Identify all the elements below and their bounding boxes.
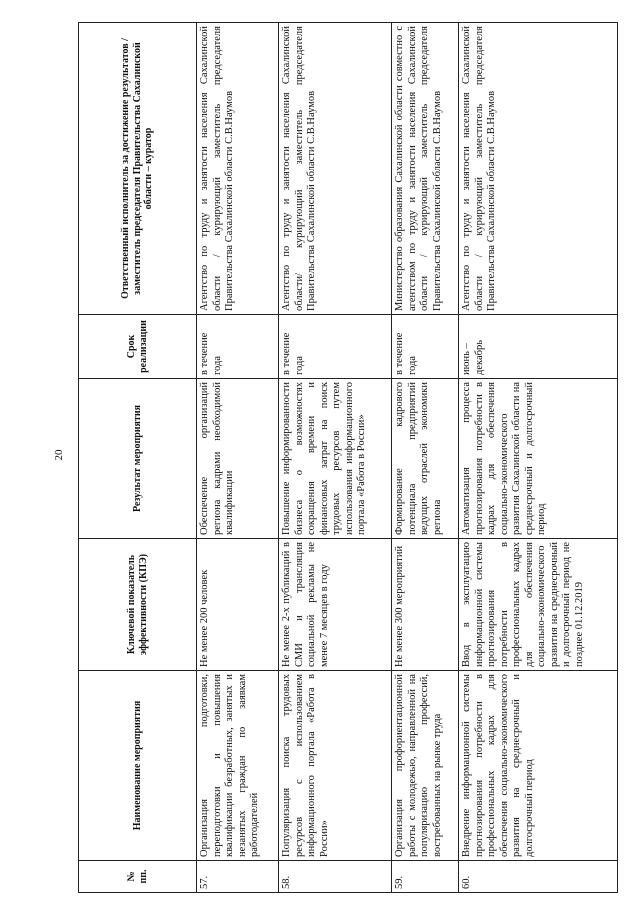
cell-name: Организация подготовки, переподготовки и повышения квалификации безработных, занятых и незанятых граждан по заявкам работодателей: [197, 671, 279, 861]
header-num: № пп.: [79, 861, 197, 893]
page-number: 20: [53, 449, 65, 461]
cell-num: 57.: [197, 861, 279, 893]
cell-responsible: Министерство образования Сахалинской области совместно с агентством по труду и занятости населения Сахалинской области / курирующий заместитель председателя Правительства Сахалинской области С.В.Наумов: [392, 23, 459, 315]
cell-result: Обеспечение организаций региона кадрами необходимой квалификации: [197, 379, 279, 539]
cell-result: Повышение информированности бизнеса о возможностях сокращения времени и финансовых затрат на поиск трудовых ресурсов путем использования информационного портала «Работа в России»: [279, 379, 392, 539]
measures-table: [78, 22, 618, 893]
header-result: Результат мероприятия: [79, 379, 197, 539]
table-row: [279, 23, 392, 893]
cell-term: июнь – декабрь: [459, 315, 618, 379]
header-term: Срок реализации: [79, 315, 197, 379]
cell-term: в течение года: [279, 315, 392, 379]
cell-num: 59.: [392, 861, 459, 893]
cell-num: 60.: [459, 861, 618, 893]
rotated-table-wrapper: [78, 23, 618, 893]
table-header-row: [79, 23, 197, 893]
cell-term: в течение года: [392, 315, 459, 379]
cell-num: 58.: [279, 861, 392, 893]
cell-kpi: Не менее 200 человек: [197, 539, 279, 671]
cell-responsible: Агентство по труду и занятости населения Сахалинской области / курирующий заместитель председателя Правительства Сахалинской области С.В.Наумов: [197, 23, 279, 315]
table-row: [459, 23, 618, 893]
header-kpi: Ключевой показатель эффективности (КПЭ): [79, 539, 197, 671]
header-name: Наименование мероприятия: [79, 671, 197, 861]
cell-kpi: Не менее 2-х публикаций в СМИ и трансляция социальной рекламы не менее 7 месяцев в году: [279, 539, 392, 671]
cell-responsible: Агентство по труду и занятости населения Сахалинской области/ курирующий заместитель председателя Правительства Сахалинской области С.В.Наумов: [279, 23, 392, 315]
cell-kpi: Не менее 300 мероприятий: [392, 539, 459, 671]
header-responsible: Ответственный исполнитель за достижение результатов / заместитель председателя Правительства Сахалинской области – куратор: [79, 23, 197, 315]
cell-responsible: Агентство по труду и занятости населения Сахалинской области / курирующий заместитель председателя Правительства Сахалинской области С.В.Наумов: [459, 23, 618, 315]
table-row: [197, 23, 279, 893]
cell-result: Формирование кадрового потенциала предприятий ведущих отраслей экономики региона: [392, 379, 459, 539]
cell-term: в течение года: [197, 315, 279, 379]
cell-name: Популяризация поиска трудовых ресурсов с использованием информационного портала «Работа в России»: [279, 671, 392, 861]
cell-name: Внедрение информационной системы прогнозирования потребности в профессиональных кадрах для обеспечения социально-экономического развития на среднесрочный и долгосрочный период: [459, 671, 618, 861]
cell-name: Организация профориентационной работы с молодежью, направленной на популяризацию профессий, востребованных на рынке труда: [392, 671, 459, 861]
cell-kpi: Ввод в эксплуатацию информационной системы прогнозирования потребности в профессиональных кадрах для обеспечения социально-экономического развития на среднесрочный и долгосрочный период не позднее 01.12.2019: [459, 539, 618, 671]
table-row: [392, 23, 459, 893]
cell-result: Автоматизация процесса прогнозирования потребности в кадрах для обеспечения социально-экономического развития Сахалинской области на среднесрочный и долгосрочный период: [459, 379, 618, 539]
